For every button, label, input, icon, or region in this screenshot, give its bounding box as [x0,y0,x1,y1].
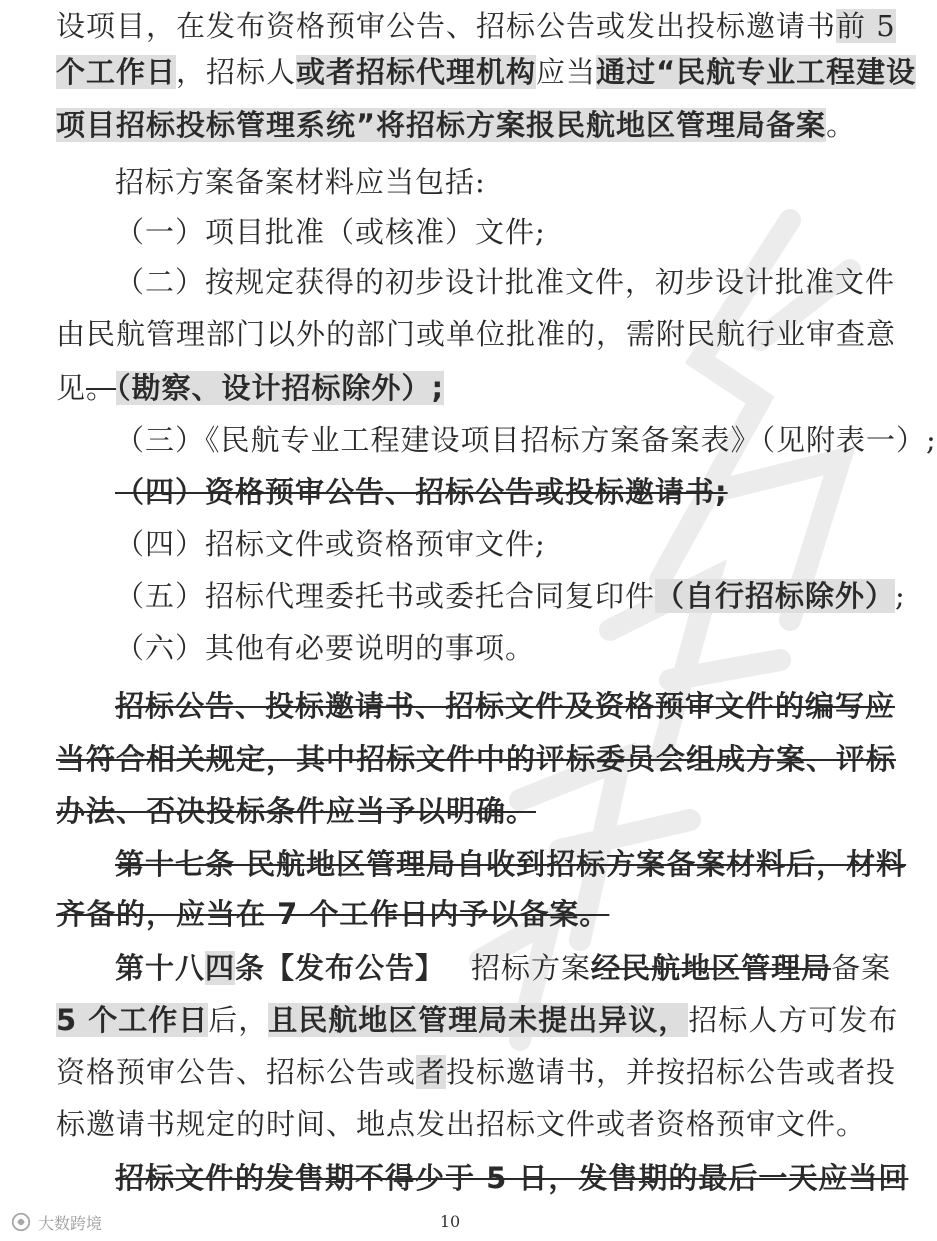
text-line-7 [56,308,896,360]
strikethrough-segment: （四）资格预审公告、招标公告或投标邀请书; [115,475,728,509]
text-segment: 标邀请书规定的时间、地点发出招标文件或者资格预审文件。 [56,1107,867,1141]
page-number: 10 [439,1212,461,1231]
highlight-segment: 四 [205,951,236,985]
text-line-4 [115,156,486,208]
source-logo [10,1210,102,1234]
text-segment: 由民航管理部门以外的部门或单位批准的，需附民航行业审查意 [56,317,897,351]
text-segment: （六）其他有必要说明的事项。 [115,631,536,665]
highlight-segment: （自行招标除外） [655,579,896,613]
strikethrough-segment: 。 [86,371,117,405]
text-line-11 [115,518,546,570]
highlight-segment: 5 个工作日 [56,1003,209,1037]
text-segment: （四）招标文件或资格预审文件; [115,527,546,561]
article-heading: 第十八 [115,951,206,985]
highlight-segment: 项目招标投标管理系统”将招标方案报民航地区管理局备案 [56,108,827,142]
text-segment: （二）按规定获得的初步设计批准文件，初步设计批准文件 [115,265,896,299]
text-line-21 [56,1046,896,1098]
text-segment: 投标邀请书，并按招标公告或者投 [446,1055,897,1089]
text-line-14 [115,680,895,732]
text-segment: （一）项目批准（或核准）文件; [115,215,546,249]
text-line-13 [115,622,535,674]
highlight-segment: 且民航地区管理局未提出异议， [268,1003,689,1037]
text-segment: 应当 [536,55,597,89]
text-line-5 [115,206,546,258]
text-line-1 [56,0,896,52]
text-segment: ; [895,579,906,613]
article-heading: 第十七条 [115,847,236,881]
strikethrough-segment: 齐备的，应当在 7 个工作日内予以备案。 [56,897,610,931]
text-segment: 招标方案备案材料应当包括: [115,165,486,199]
text-line-16 [56,785,536,837]
highlight-segment: 或者招标代理机构 [296,55,537,89]
logo-icon [10,1211,32,1233]
text-line-23 [115,1152,908,1204]
text-segment: 招标方案 [471,951,592,985]
text-segment: 见 [56,371,87,405]
text-segment: 设项目，在发布资格预审公告、招标公告或发出投标邀请书 [56,9,837,43]
text-line-17 [115,838,906,890]
text-line-22 [56,1098,866,1150]
text-line-18 [56,888,609,940]
text-line-20 [56,994,898,1046]
highlight-segment: 通过“民航专业工程建设 [596,55,917,89]
text-line-2 [56,46,916,98]
text-line-10 [115,466,728,518]
highlight-segment: 者 [416,1055,447,1089]
text-line-15 [56,733,896,785]
text-segment: 备案 [831,951,892,985]
text-segment: 。 [826,108,857,142]
text-segment: ，招标人 [176,55,297,89]
highlight-segment: 前 5 [836,9,896,43]
text-line-8 [56,362,444,414]
strikethrough-segment: 经民航地区管理局 [591,951,832,985]
text-line-19 [115,942,891,994]
text-segment: （五）招标代理委托书或委托合同复印件 [115,579,656,613]
text-segment: 招标人方可发布 [688,1003,899,1037]
highlight-segment: （勘察、设计招标除外）; [116,371,445,405]
strikethrough-segment: 招标公告、投标邀请书、招标文件及资格预审文件的编写应 [115,689,896,723]
text-segment: 资格预审公告、招标公告或 [56,1055,417,1089]
strikethrough-segment: 办法、否决投标条件应当予以明确。 [56,794,537,828]
text-line-6 [115,256,895,308]
text-line-12 [115,570,906,622]
text-line-9 [115,414,937,466]
text-line-3 [56,99,856,151]
strikethrough-segment: 招标文件的发售期不得少于 5 日，发售期的最后一天应当回 [115,1161,909,1195]
article-title: 条【发布公告】 [235,951,446,985]
text-segment: （三）《民航专业工程建设项目招标方案备案表》（见附表一）; [115,423,937,457]
text-segment: 后， [208,1003,269,1037]
highlight-segment: 个工作日 [56,55,177,89]
strikethrough-segment: 当符合相关规定，其中招标文件中的评标委员会组成方案、评标 [56,742,897,776]
logo-text: 大数跨境 [38,1213,103,1233]
strikethrough-segment: 民航地区管理局自收到招标方案备案材料后，材料 [235,847,907,881]
